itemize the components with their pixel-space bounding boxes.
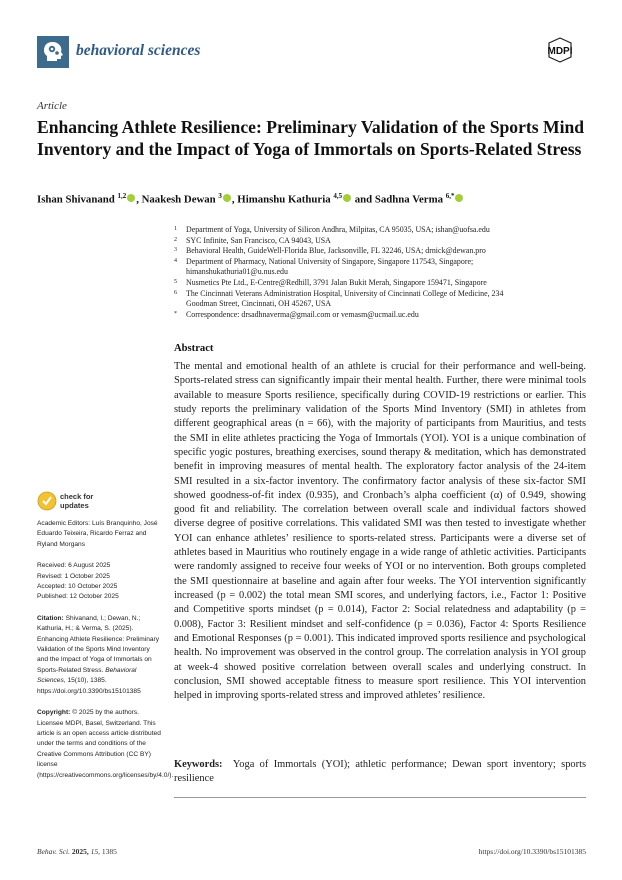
- copyright-text: © 2025 by the authors. Licensee MDPI, Basel, Switzerland. This article is an open access article distributed under the terms and conditions of the Creative Commons Attribution (CC BY) license (https://creativecommons.org/licenses/by/4.0/).: [37, 709, 174, 779]
- keywords-block: [174, 758, 586, 787]
- orcid-icon[interactable]: [127, 194, 135, 202]
- orcid-icon[interactable]: [223, 194, 231, 202]
- author-name[interactable]: Naakesh Dewan: [141, 193, 216, 206]
- author-affiliation-sup: 1,2: [117, 192, 127, 200]
- affiliation-text: SYC Infinite, San Francisco, CA 94043, USA: [186, 235, 331, 245]
- mdpi-logo-text: MDPI: [547, 46, 573, 57]
- affiliation-text: The Cincinnati Veterans Administration Hospital, University of Cincinnati College of Medicine, 234: [186, 288, 504, 298]
- affiliation-item: [174, 278, 594, 289]
- revised-date: Revised: 1 October 2025: [37, 572, 110, 580]
- author-separator: and: [352, 193, 375, 206]
- published-date: Published: 12 October 2025: [37, 593, 119, 601]
- accepted-date: Accepted: 10 October 2025: [37, 583, 118, 591]
- author-separator: ,: [136, 193, 142, 206]
- author-affiliation-sup: 3: [218, 192, 222, 200]
- citation-doi[interactable]: 15(10), 1385. https://doi.org/10.3390/bs15101385: [37, 677, 141, 695]
- article-info-sidebar: [37, 519, 174, 781]
- affiliation-number: 6: [174, 289, 177, 296]
- affiliation-item: [174, 236, 594, 247]
- affiliation-text: Department of Yoga, University of Silicon Andhra, Milpitas, CA 95035, USA; ishan@uofsa.edu: [186, 225, 490, 234]
- footer-journal-abbr: Behav. Sci.: [37, 847, 70, 856]
- author-separator: ,: [231, 193, 238, 206]
- footer-volume: 15,: [90, 847, 100, 856]
- academic-editors: Academic Editors: Luís Branquinho, José Eduardo Teixeira, Ricardo Ferraz and Ryland Morgans: [37, 520, 158, 548]
- check-updates-icon: [38, 492, 56, 510]
- citation-text: Shivanand, I.; Dewan, N.; Kathuria, H.; & Verma, S. (2025). Enhancing Athlete Resilience: Preliminary Validation of the Sports Mind Inventory and the Impact of Yoga of Immortals on Sports-Related Stress.: [37, 614, 160, 674]
- footer-doi-link[interactable]: https://doi.org/10.3390/bs15101385: [478, 847, 586, 856]
- keywords-divider: [174, 797, 586, 798]
- journal-logo: [37, 36, 69, 68]
- citation-block: [37, 614, 161, 697]
- affiliation-item: [174, 310, 594, 321]
- affiliation-item: [174, 257, 594, 278]
- check-updates-line1: check for: [60, 492, 94, 501]
- abstract-heading: Abstract: [174, 343, 214, 354]
- mdpi-logo: [536, 37, 584, 63]
- received-date: Received: 6 August 2025: [37, 562, 111, 570]
- affiliation-text: Department of Pharmacy, National University of Singapore, Singapore 117543, Singapore;: [186, 256, 474, 266]
- affiliation-item: [174, 289, 594, 310]
- author-name[interactable]: Ishan Shivanand: [37, 193, 115, 206]
- article-type: Article: [37, 100, 67, 112]
- author-name[interactable]: Himanshu Kathuria: [237, 193, 331, 206]
- copyright-label: Copyright:: [37, 709, 71, 717]
- affiliation-number: 2: [174, 236, 177, 243]
- journal-name: behavioral sciences: [76, 42, 201, 59]
- keywords-text: Yoga of Immortals (YOI); athletic performance; Dewan sport inventory; sports resilience: [174, 759, 586, 785]
- affiliation-number: 3: [174, 247, 177, 254]
- affiliation-item: [174, 225, 594, 236]
- keywords-label: Keywords:: [174, 759, 223, 770]
- affiliation-text: Correspondence: drsadhnaverma@gmail.com or vemasm@ucmail.uc.edu: [186, 309, 419, 319]
- author-affiliation-sup: 4,5: [333, 192, 343, 200]
- check-for-updates-badge[interactable]: [37, 489, 157, 513]
- head-gears-icon: [37, 36, 69, 68]
- orcid-icon[interactable]: [343, 194, 351, 202]
- footer-citation: [37, 847, 117, 856]
- orcid-icon[interactable]: [455, 194, 463, 202]
- affiliation-text: Behavioral Health, GuideWell-Florida Blue, Jacksonville, FL 32246, USA; drnick@dewan.pro: [186, 246, 486, 256]
- affiliations-list: [174, 225, 594, 320]
- citation-journal: Behavioral Sciences,: [37, 666, 137, 685]
- affiliation-number: 4: [174, 257, 177, 264]
- author-list: [37, 192, 597, 206]
- footer-article-number: 1385: [101, 847, 117, 856]
- abstract-body: The mental and emotional health of an athlete is crucial for their performance and well-being. Sports-related stress can significantly impair their mental health. Further, there were minimal tools available to measure Sports resilience, specifically during COVID-19 restrictions or earlier. This study reports the preliminary validation of the Sports Mind Inventory (SMI) in athletes from different geographical areas (n = 66), with the majority of participants from Mauritius, and tests the SMI in elite athletes practicing the Yoga of Immortals (YOI). YOI is a unique combination of specific yogic postures, breathing exercises, sound therapy & meditation, which has demonstrated benefit in improving measures of mental health. The exploratory factor analysis of the 24-item SMI resulted in a six-factor inventory. The confirmatory factor analysis of these six-factor SMI showed goodness-of-fit index (0.935), and Cronbach’s alpha coefficient (α) of 0.949, showing good fit and reliability. The correlation between overall scale and individual factors showed diverse degree of positive correlations. This validated SMI was then tested to investigate whether YOI can enhance athletes’ resilience to sports-related stress. Participants were a diverse set of athletes based in Mauritius who routinely engage in a wide range of athletic activities. Participants were randomly assigned to receive four weeks of YOI or no intervention. Both groups completed the SMI questionnaire at baseline and again after four weeks. The YOI intervention significantly increased (p = 0.002) the total mean SMI scores, and underlying factors, i.e., Factor 1: Positive and Competitive sports mindset (p = 0.014), Factor 2: Social relatedness and adaptability (p = 0.008), Factor 3: Resilient mindset and self-confidence (p = 0.036), Factor 4: Sports Resilience and Emotional Responses (p = 0.001). This indicated improved sports resilience and psychological health. No improvement was observed in the control group. The correlation analysis in YOI group at week-4 showed positive correlation between overall scales and underlying construct. In conclusion, SMI showed acceptable fitness to measure sport resilience. This YOI intervention helped in improving sports-related stress and improved athletes’ resilience.: [174, 361, 586, 702]
- affiliation-number: 1: [174, 226, 177, 232]
- copyright-block: [37, 708, 174, 781]
- footer-year: 2025,: [71, 847, 89, 856]
- affiliation-number: 5: [174, 278, 177, 285]
- citation-label: Citation:: [37, 614, 64, 622]
- affiliation-text: Goodman Street, Cincinnati, OH 45267, USA: [186, 299, 332, 309]
- author-affiliation-sup: 6,*: [445, 192, 455, 200]
- article-title: Enhancing Athlete Resilience: Preliminary Validation of the Sports Mind Inventory and the Impact of Yoga of Immortals on Sports-Related Stress: [37, 117, 585, 159]
- check-updates-line2: updates: [60, 501, 89, 510]
- affiliation-number: *: [174, 310, 177, 317]
- affiliation-text: himanshukathuria01@u.nus.edu: [186, 267, 288, 277]
- affiliation-item: [174, 246, 594, 257]
- author-name[interactable]: Sadhna Verma: [374, 193, 443, 206]
- affiliation-text: Nusmetics Pte Ltd., E-Centre@Redhill, 3791 Jalan Bukit Merah, Singapore 159471, Singapore: [186, 277, 487, 287]
